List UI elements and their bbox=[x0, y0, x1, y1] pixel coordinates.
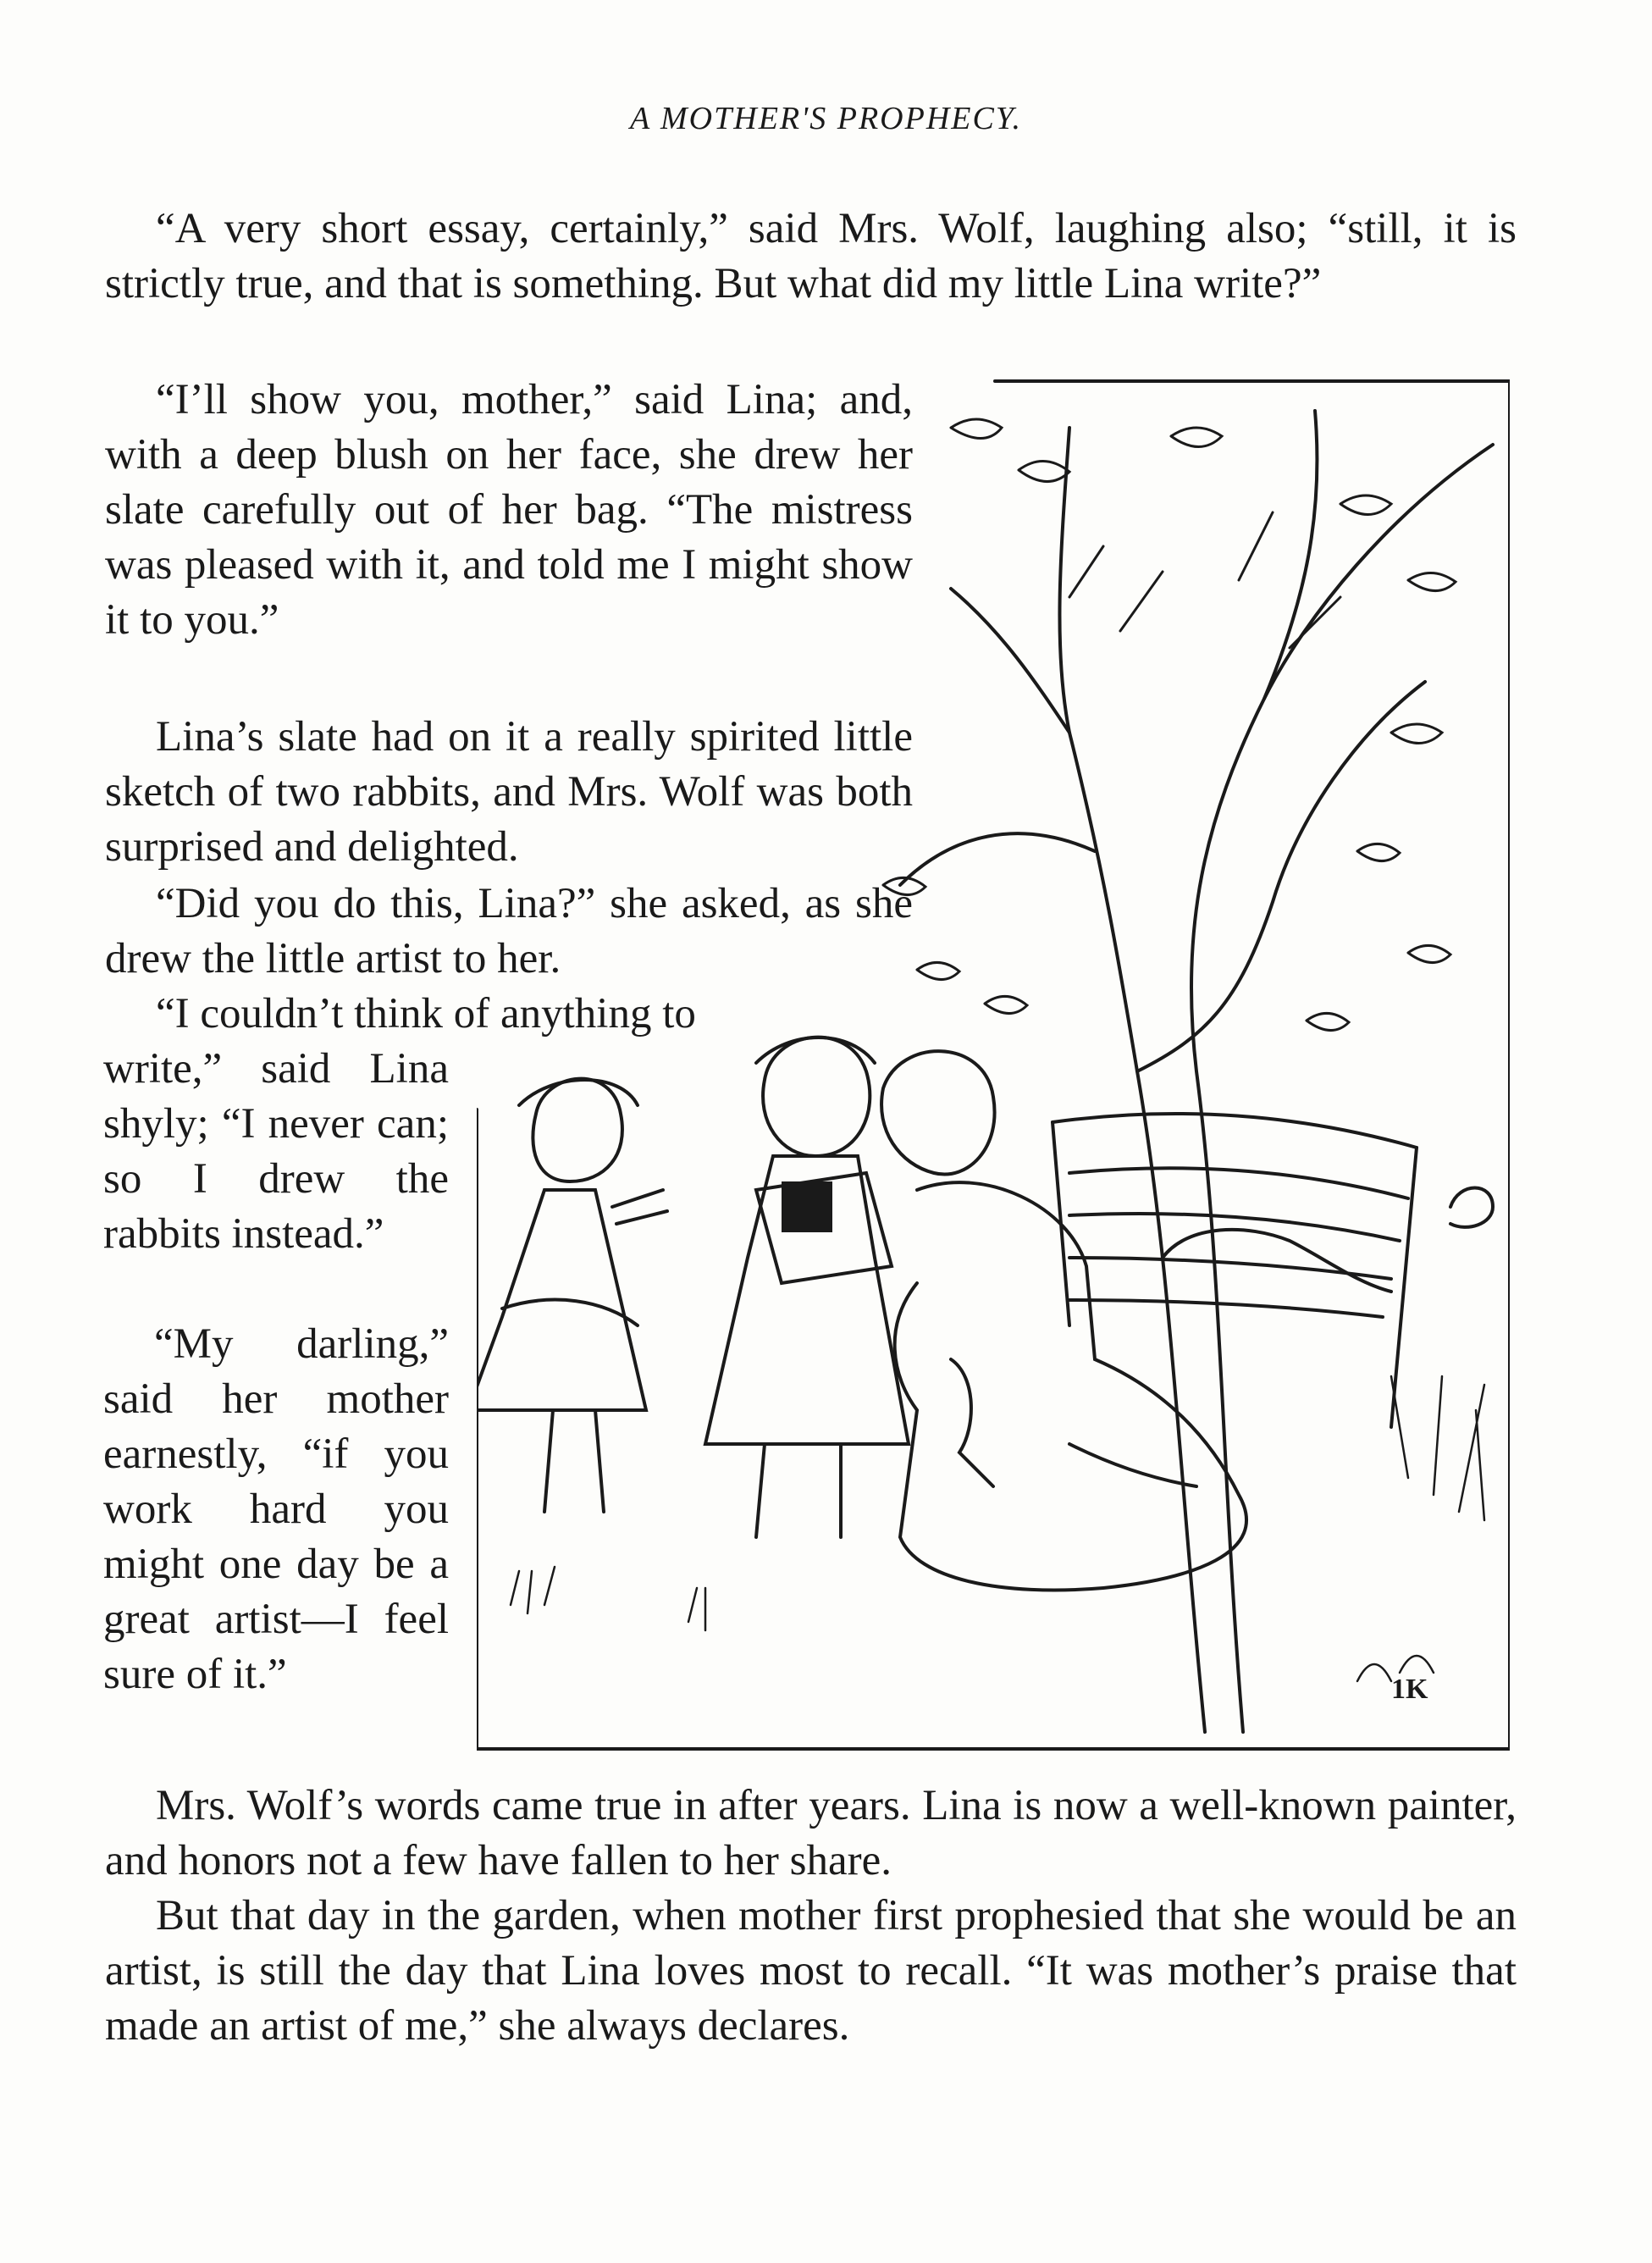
paragraph-5-wrapped: write,” said Lina shyly; “I never can; so I drew the rabbits instead.” bbox=[103, 1045, 449, 1258]
illustration bbox=[477, 377, 1510, 1757]
paragraph-6: “My darling,” said her mother earnestly, “if you work hard you might one day be a great artist—I feel sure of it.” bbox=[103, 1320, 449, 1698]
frame-border bbox=[477, 381, 1510, 1749]
running-header: A MOTHER'S PROPHECY. bbox=[630, 101, 1022, 136]
paragraph-5-first-line: “I couldn’t think of anything to bbox=[156, 990, 696, 1037]
paragraph-7: Mrs. Wolf’s words came true in after years. Lina is now a well-known painter, and honors not a few have fallen to her share. bbox=[105, 1782, 1517, 1884]
paragraph-8: But that day in the garden, when mother first prophesied that she would be an artist, is still the day that Lina loves most to recall. “It was mother’s praise that made an artist of me,” she always declares. bbox=[105, 1892, 1517, 2050]
artist-signature: 1K bbox=[1391, 1674, 1428, 1705]
garden-engraving bbox=[477, 377, 1510, 1757]
paragraph-4: “Did you do this, Lina?” she asked, as she drew the little artist to her. bbox=[105, 880, 913, 982]
paragraph-1: “A very short essay, certainly,” said Mrs. Wolf, laughing also; “still, it is strictly true, and that is something. But what did my little Lina write?” bbox=[105, 205, 1517, 307]
paragraph-3: Lina’s slate had on it a really spirited little sketch of two rabbits, and Mrs. Wolf was both surprised and delighted. bbox=[105, 713, 913, 871]
paragraph-2: “I’ll show you, mother,” said Lina; and, with a deep blush on her face, she drew her slate carefully out of her bag. “The mistress was pleased with it, and told me I might show it to you.” bbox=[105, 376, 913, 644]
